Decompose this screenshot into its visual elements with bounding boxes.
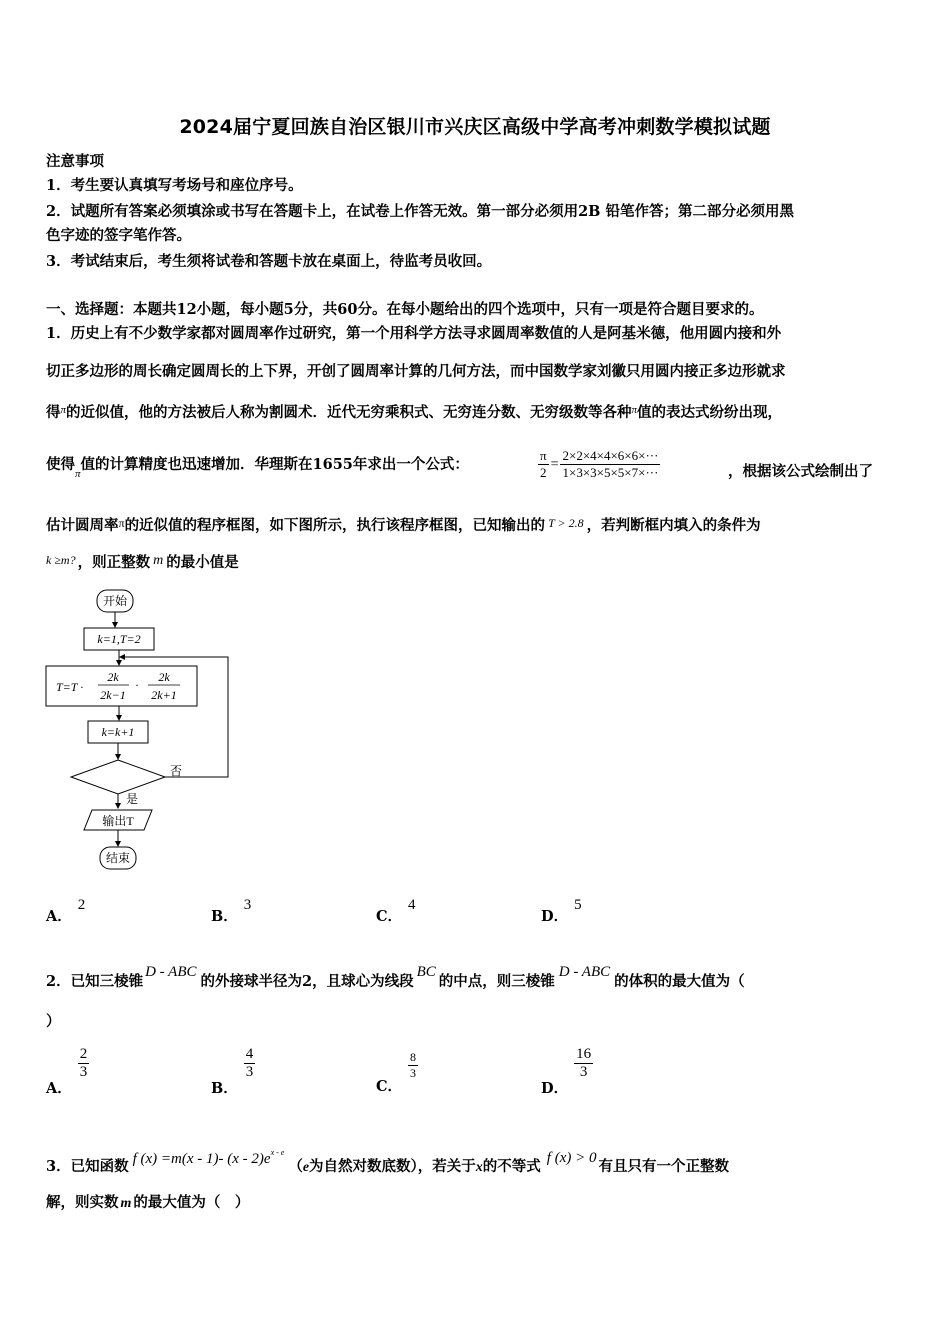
frac-den: 3 [410, 1066, 417, 1080]
q1-line-2: 切正多边形的周长确定圆周长的上下界，开创了圆周率计算的几何方法，而中国数学家刘徽只用圆内接正多边形就求 [46, 363, 786, 380]
wallis-formula: $\frac{\pi}{2}$ = $\frac{2\times 2\times 4\times 4\times 6\times 6\times\cdot\cdot\cdot}{1\times 3\times 3\times 5\times 5\times 7\times\cdot\cdot\cdot}$ [540, 448, 659, 480]
math-function: f (x) =m(x - 1)- (x - 2)e [132, 1151, 271, 1167]
text: 的体积的最大值为（ [614, 973, 745, 990]
text: 使得 [46, 456, 75, 473]
q1-line-6 [46, 550, 239, 573]
text: 为自然对数底数），若关于 [309, 1158, 476, 1175]
option-label: A． [46, 908, 72, 925]
text: 2．已知三棱锥 [46, 973, 144, 990]
q3-line-2 [46, 1193, 249, 1214]
math-inequality: f (x) > 0 [546, 1150, 597, 1166]
frac-num: π [540, 448, 547, 463]
option-value [244, 1046, 256, 1081]
q2-option-c[interactable] [376, 1050, 418, 1095]
flow-frac2-den: 2k+1 [151, 688, 177, 702]
frac-den: 3 [579, 1064, 588, 1080]
text: ，若判断框内填入的条件为 [586, 517, 761, 534]
math-dabc: D - ABC [145, 964, 197, 980]
q1-line-3 [46, 400, 782, 423]
q2-option-a[interactable] [46, 1046, 89, 1097]
flow-decision [71, 760, 165, 794]
option-value: 5 [574, 897, 582, 913]
text: ，则正整数 [77, 554, 151, 571]
text: 值的表达式纷纷出现， [637, 404, 783, 421]
var-x: x [475, 1160, 483, 1175]
text: 的近似值的程序框图，如下图所示，执行该程序框图，已知输出的 [124, 517, 546, 534]
flow-no-label: 否 [170, 764, 183, 778]
var-e: e [302, 1160, 310, 1175]
page-title: 2024届宁夏回族自治区银川市兴庆区高级中学高考冲刺数学模拟试题 [179, 116, 771, 138]
section-heading: 一、选择题：本题共12小题，每小题5分，共60分。在每小题给出的四个选项中，只有一项是符合题目要求的。 [46, 301, 764, 318]
q3-line-1 [46, 1143, 729, 1178]
text: 的最小值是 [166, 554, 239, 571]
flow-dot: · [135, 678, 139, 692]
frac-num: 2×2×4×4×6×6×··· [562, 448, 659, 463]
notice-item: 色字迹的签字笔作答。 [46, 227, 191, 244]
math-exponent: x - e [270, 1148, 285, 1157]
q1-option-d[interactable] [541, 897, 582, 926]
pi-symbol: π [75, 468, 81, 480]
frac-den: 2 [540, 465, 547, 480]
text: 的不等式 [482, 1158, 541, 1175]
frac-num: 2 [79, 1046, 88, 1062]
text: 的中点，则三棱锥 [438, 973, 555, 990]
q2-close-paren: ） [46, 1013, 61, 1030]
q1-option-b[interactable] [211, 897, 252, 926]
notice-item: 2．试题所有答案必须填涂或书写在答题卡上，在试卷上作答无效。第一部分必须用2B 铅笔作答；第二部分必须用黑 [46, 203, 794, 220]
option-label: D． [541, 1079, 569, 1097]
q1-line-4-tail: ，根据该公式绘制出了 [728, 463, 873, 480]
text: 解，则实数 [46, 1194, 119, 1211]
text: 估计圆周率 [46, 517, 119, 534]
notice-heading: 注意事项 [46, 153, 104, 170]
flow-output-label: 输出T [102, 814, 134, 828]
text: 的最大值为（ ） [133, 1194, 250, 1211]
text: （ [288, 1158, 303, 1175]
condition: k ≥m? [46, 553, 76, 567]
q1-line-5 [46, 513, 761, 536]
q1-line-4 [46, 455, 469, 484]
math-dabc: D - ABC [558, 964, 611, 980]
frac-num: 8 [410, 1050, 417, 1064]
q2-option-b[interactable] [211, 1046, 255, 1097]
text: 得 [46, 404, 61, 421]
option-label: A． [46, 1079, 72, 1097]
option-label: D． [541, 908, 569, 925]
q1-option-a[interactable] [46, 897, 86, 926]
flow-update-lhs: T=T · [56, 680, 84, 694]
option-label: C． [376, 1077, 403, 1095]
frac-den: 3 [245, 1064, 254, 1080]
frac-den: 1×3×3×5×5×7×··· [562, 465, 659, 480]
option-label: B． [211, 1079, 238, 1097]
option-value: 4 [408, 897, 416, 913]
text: 的外接球半径为2，且球心为线段 [200, 973, 414, 990]
frac-num: 4 [245, 1046, 254, 1062]
formula-lhs [538, 448, 549, 481]
flowchart [40, 585, 240, 875]
option-value [574, 1046, 593, 1081]
var-m: m [120, 1196, 132, 1211]
flow-start-label: 开始 [102, 594, 128, 608]
text: 值的计算精度也迅速增加．华理斯在1655年求出一个公式： [80, 456, 469, 473]
var-m: m [153, 553, 164, 568]
flow-increment-label: k=k+1 [101, 725, 135, 739]
option-value [408, 1050, 418, 1081]
q2-option-d[interactable] [541, 1046, 593, 1097]
pi-symbol: π [631, 404, 638, 416]
frac-num: 16 [576, 1046, 592, 1062]
q1-option-c[interactable] [376, 897, 416, 926]
option-value: 3 [243, 897, 252, 913]
pi-symbol: π [118, 516, 125, 530]
frac-den: 3 [79, 1064, 88, 1080]
output-condition: T > 2.8 [548, 516, 584, 530]
text: 3．已知函数 [46, 1158, 129, 1175]
q2-line-1 [46, 962, 745, 992]
pi-symbol: π [60, 404, 67, 416]
flow-frac1-num: 2k [107, 670, 119, 684]
notice-item: 3．考试结束后，考生须将试卷和答题卡放在桌面上，待监考员收回。 [46, 253, 492, 270]
math-bc: BC [416, 964, 436, 980]
option-value: 2 [77, 897, 86, 913]
flow-frac1-den: 2k−1 [100, 688, 126, 702]
flow-init-label: k=1,T=2 [97, 632, 141, 646]
option-label: B． [211, 908, 238, 925]
notice-item: 1．考生要认真填写考场号和座位序号。 [46, 177, 303, 194]
text: 的近似值，他的方法被后人称为割圆术．近代无穷乘积式、无穷连分数、无穷级数等各种 [66, 404, 632, 421]
flow-end-label: 结束 [105, 851, 131, 865]
option-label: C． [376, 908, 403, 925]
flow-frac2-num: 2k [158, 670, 170, 684]
formula-rhs [560, 448, 660, 481]
option-value [78, 1046, 90, 1081]
text: 有且只有一个正整数 [598, 1158, 729, 1175]
q1-line-1: 1．历史上有不少数学家都对圆周率作过研究，第一个用科学方法寻求圆周率数值的人是阿基米德，他用圆内接和外 [46, 325, 782, 342]
flow-yes-label: 是 [126, 792, 139, 806]
